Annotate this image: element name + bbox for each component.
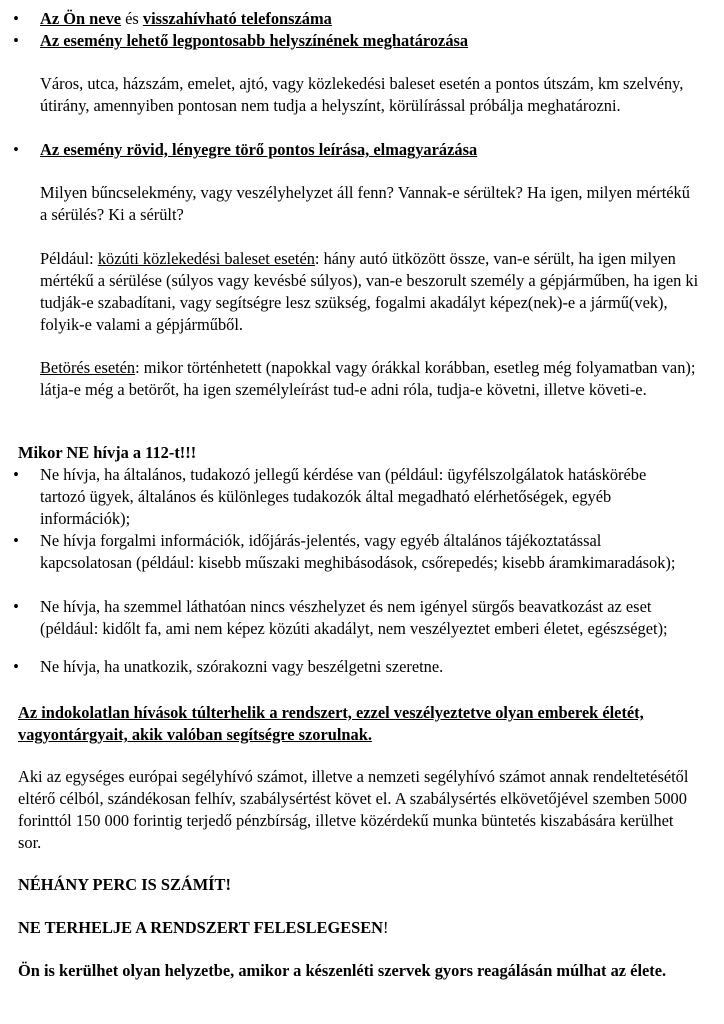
burglary-text: : mikor történhetett (napokkal vagy órákkal korábban, esetleg még folyamatban van); látja-e még a betörőt, ha igen személyleírást tud-e adni róla, tudja-e követni, illetve követi-e. [40,358,696,399]
bullet-icon: • [13,140,19,159]
caller-name-label: Az Ön neve [40,9,122,28]
burglary-label: Betörés esetén [40,358,136,377]
bullet-icon: • [13,31,19,50]
when-not-heading: Mikor NE hívja a 112-t!!! [18,443,197,462]
traffic-accident-label: közúti közlekedési baleset esetén [97,249,315,268]
callback-phone-label: visszahívható telefonszáma [142,9,332,28]
no-burden-bold: NE TERHELJE A RENDSZERT FELESLEGESEN [18,918,384,937]
list-item-short-description: Az esemény rövid, lényegre törő pontos leírása, elmagyarázása [40,140,478,159]
minutes-count-heading: NÉHÁNY PERC IS SZÁMÍT! [18,875,231,894]
penalty-text: Aki az egységes európai segélyhívó számot, illetve a nemzeti segélyhívó számot annak rendeltetésétől eltérő célból, szándékosan felhív, szabálysértést követ el. A szabálysértés elkövetőjével szemben 5000 forinttól 150 000 forintig terjedő pénzbírság, illetve közérdekű munka büntetés kiszabására kerülhet sor. [18,767,689,852]
list-item-location: Az esemény lehető legpontosabb helyszínének meghatározása [40,31,469,50]
no-burden-tail: ! [383,918,389,937]
traffic-example [40,248,700,336]
bullet-icon: • [13,531,19,550]
list-item-caller-name [40,8,710,30]
bullet-icon: • [13,597,19,616]
bullet-icon: • [13,465,19,484]
burglary-example [40,357,700,401]
traffic-example-text: : hány autó ütközött össze, van-e sérült, ha igen milyen mértékű a sérülése (súlyos vagy kevésbé súlyos), van-e beszorult személy a gépjárműben, ha igen ki tudják-e szabadítani, vagy segítségre lesz szükség, fogalmi akadályt képez(nek)-e a jármű(vek), folyik-e valami a gépjárműből. [40,249,699,334]
when-not-item-4: Ne hívja, ha unatkozik, szórakozni vagy beszélgetni szeretne. [40,657,444,676]
when-not-item-1: Ne hívja, ha általános, tudakozó jellegű kérdése van (például: ügyfélszolgálatok hatáskörébe tartozó ügyek, általános és különleges tudakozók által megadható elérhetőségek, egyéb információk); [40,465,647,528]
example-prefix: Például: [40,249,98,268]
when-not-item-3: Ne hívja, ha szemmel láthatóan nincs vészhelyzet és nem igényel sürgős beavatkozást az eset (például: kidőlt fa, ami nem képez közúti akadályt, nem veszélyeztet emberi életet, egészséget); [40,597,668,638]
warning-text: Az indokolatlan hívások túlterhelik a rendszert, ezzel veszélyeztetve olyan emberek életét, vagyontárgyait, akik valóban segítségre szorulnak. [18,703,644,744]
when-not-item-2: Ne hívja forgalmi információk, időjárás-jelentés, vagy egyéb általános tájékoztatással kapcsolatosan (például: kisebb műszaki meghibásodások, csőrepedés; kisebb áramkimaradások); [40,531,676,572]
crime-question: Milyen bűncselekmény, vagy veszélyhelyzet áll fenn? Vannak-e sérültek? Ha igen, milyen mértékű a sérülés? Ki a sérült? [40,183,690,224]
bullet-icon: • [13,9,19,28]
no-burden-heading [18,917,698,939]
location-description: Város, utca, házszám, emelet, ajtó, vagy közlekedési baleset esetén a pontos útszám, km szelvény, útirány, amennyiben pontosan nem tudja a helyszínt, körülírással próbálja meghatározni. [40,74,684,115]
closing-text: Ön is kerülhet olyan helyzetbe, amikor a készenléti szervek gyors reagálásán múlhat az élete. [18,961,667,980]
bullet-icon: • [13,657,19,676]
connector-text: és [121,9,143,28]
